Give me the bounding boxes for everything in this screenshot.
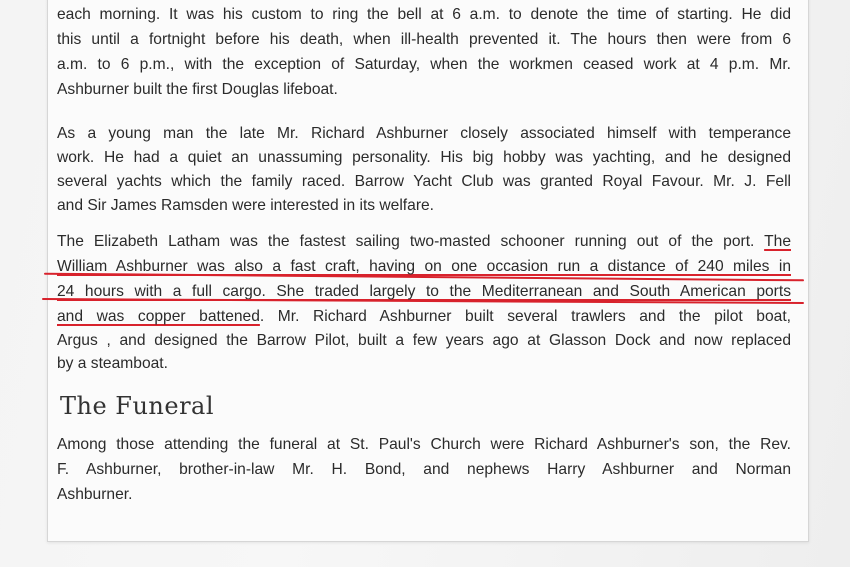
section-heading: The Funeral (60, 392, 215, 420)
text-line: Ashburner. (57, 486, 133, 503)
text-line: a.m. to 6 p.m., with the exception of Saturday, when the workmen ceased work at 4 p.m. Mr. (57, 56, 791, 73)
text-line: Argus , and designed the Barrow Pilot, built a few years ago at Glasson Dock and now replaced (57, 332, 791, 349)
highlighted-text: and was copper battened (57, 308, 260, 325)
text-line (57, 231, 791, 253)
text-line (57, 306, 791, 328)
text-line: F. Ashburner, brother-in-law Mr. H. Bond, and nephews Harry Ashburner and Norman (57, 461, 791, 478)
text-line: this until a fortnight before his death, when ill-health prevented it. The hours then were from 6 (57, 31, 791, 48)
text-line: As a young man the late Mr. Richard Ashburner closely associated himself with temperance (57, 125, 791, 142)
text-line: each morning. It was his custom to ring the bell at 6 a.m. to denote the time of starting. He did (57, 6, 791, 23)
text-line: and Sir James Ramsden were interested in its welfare. (57, 197, 435, 214)
text-line: Ashburner built the first Douglas lifeboat. (57, 81, 338, 98)
highlighted-text: William Ashburner was also a fast craft, having on one occasion run a distance of 240 miles in (57, 258, 791, 275)
text-line: work. He had a quiet an unassuming personality. His big hobby was yachting, and he designed (57, 149, 791, 166)
text-line: Among those attending the funeral at St. Paul's Church were Richard Ashburner's son, the Rev. (57, 436, 791, 453)
text-plain: . Mr. Richard Ashburner built several trawlers and the pilot boat, (259, 308, 791, 325)
highlighted-text: The (764, 233, 791, 250)
text-plain: The Elizabeth Latham was the fastest sailing two-masted schooner running out of the port. (57, 233, 755, 250)
highlighted-text: 24 hours with a full cargo. She traded largely to the Mediterranean and South American ports (57, 283, 791, 300)
text-line: several yachts which the family raced. Barrow Yacht Club was granted Royal Favour. Mr. J. Fell (57, 173, 791, 190)
text-line: by a steamboat. (57, 355, 168, 372)
